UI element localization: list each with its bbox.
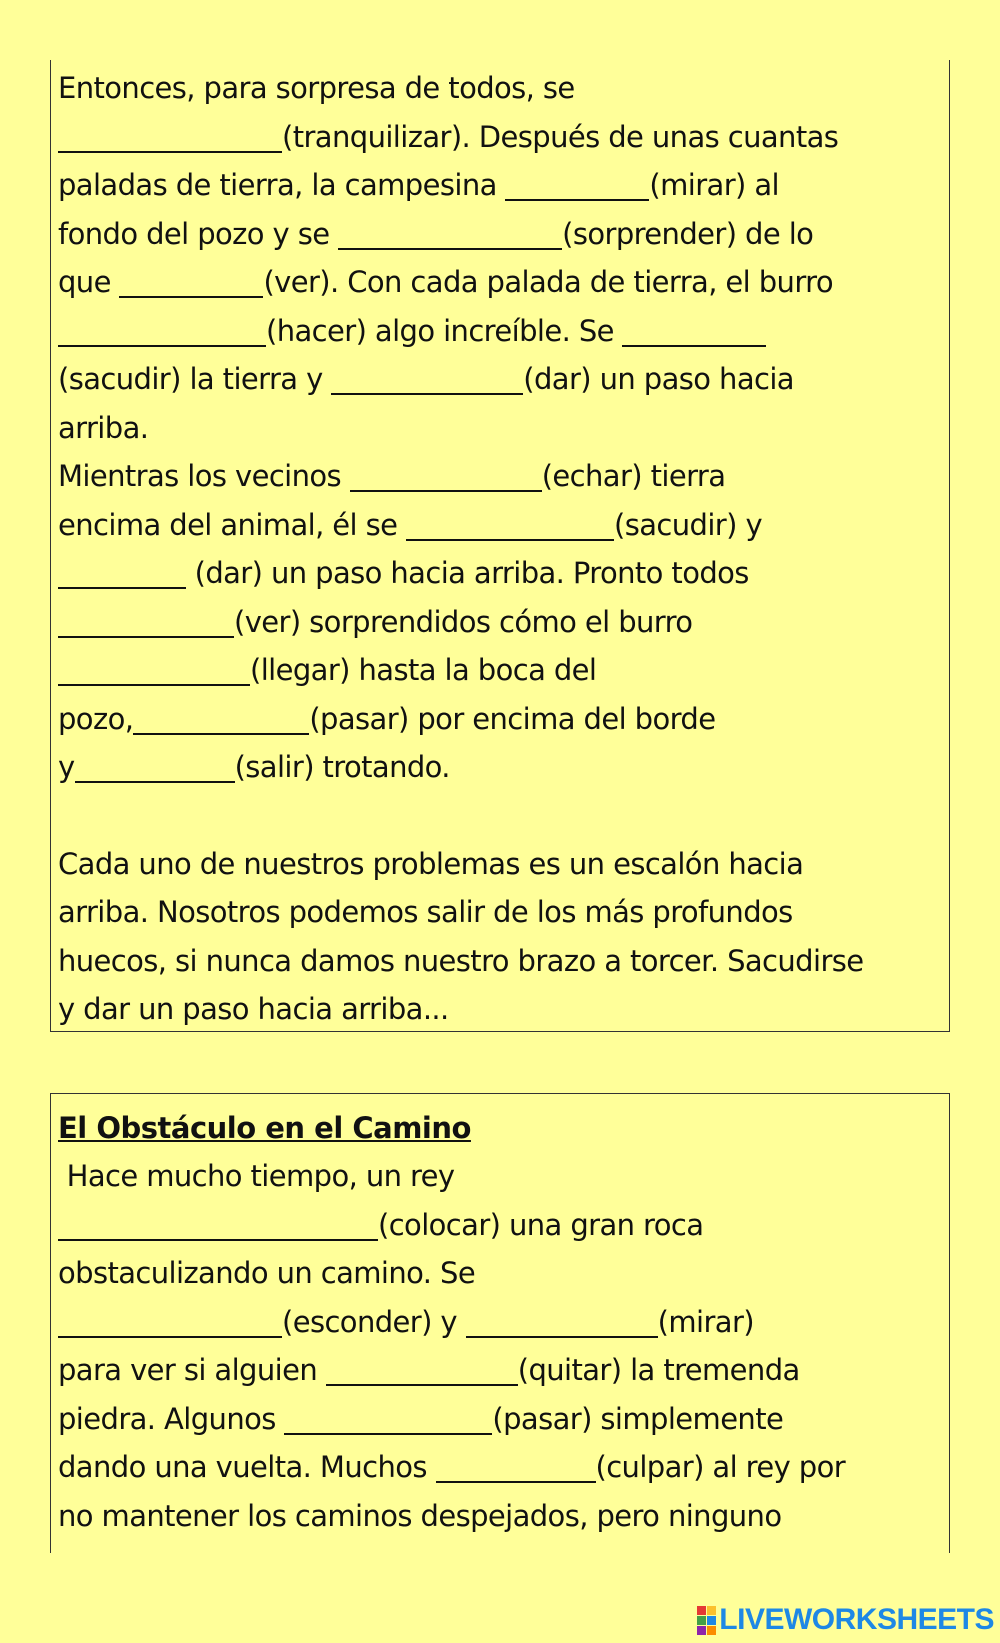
- fill-in-blank[interactable]: [58, 119, 282, 153]
- line-text: pozo,: [58, 701, 134, 736]
- fill-in-blank[interactable]: [58, 604, 234, 638]
- line-text: arriba. Nosotros podemos salir de los más profundos: [58, 895, 793, 929]
- text-line: [58, 1152, 942, 1201]
- text-line: [58, 1492, 942, 1541]
- fill-in-blank[interactable]: [284, 1401, 492, 1435]
- line-text: (ver). Con cada palada de tierra, el burro: [263, 265, 833, 299]
- line-text: para ver si alguien: [58, 1353, 326, 1387]
- text-line: [58, 937, 942, 986]
- text-line: [58, 1201, 942, 1250]
- line-text: arriba.: [58, 410, 149, 445]
- line-text: (sacudir) y: [614, 507, 763, 542]
- logo-cube: [697, 1626, 706, 1635]
- text-line: [58, 743, 942, 792]
- second-story-box: [50, 1093, 950, 1553]
- fill-in-blank[interactable]: [119, 264, 263, 298]
- line-text: (quitar) la tremenda: [517, 1353, 800, 1387]
- text-line: [58, 1249, 942, 1298]
- text-line: [58, 355, 942, 404]
- fill-in-blank[interactable]: [338, 216, 562, 250]
- line-text: (salir) trotando.: [234, 750, 450, 784]
- text-line: [58, 1346, 942, 1395]
- line-text: dando una vuelta. Muchos: [58, 1450, 436, 1484]
- fill-in-blank[interactable]: [326, 1352, 518, 1386]
- text-line: [58, 549, 942, 598]
- line-text: (dar) un paso hacia: [523, 362, 794, 396]
- line-text: obstaculizando un camino. Se: [58, 1256, 476, 1290]
- fill-in-blank[interactable]: [406, 507, 614, 541]
- liveworksheets-logo: [697, 1605, 994, 1635]
- line-text: (ver) sorprendidos cómo el burro: [234, 604, 693, 639]
- fill-in-blank[interactable]: [58, 313, 266, 347]
- line-text: Entonces, para sorpresa de todos, se: [58, 71, 575, 105]
- line-text: Cada uno de nuestros problemas es un escalón hacia: [58, 846, 804, 881]
- text-line: [58, 64, 942, 113]
- fill-in-blank[interactable]: [133, 701, 309, 735]
- paragraph-gap: [58, 792, 942, 840]
- line-text: Mientras los vecinos: [58, 459, 350, 493]
- line-text: fondo del pozo y se: [58, 216, 339, 251]
- line-text: encima del animal, él se: [58, 507, 406, 542]
- line-text: paladas de tierra, la campesina: [58, 168, 506, 202]
- line-text: no mantener los caminos despejados, pero ninguno: [58, 1498, 782, 1533]
- text-line: [58, 501, 942, 550]
- fill-in-blank[interactable]: [58, 1207, 378, 1241]
- story-passage-box: [50, 60, 950, 1032]
- line-text: (pasar) por encima del borde: [309, 701, 716, 736]
- fill-in-blank[interactable]: [505, 167, 649, 201]
- line-text: piedra. Algunos: [58, 1401, 285, 1436]
- liveworksheets-cubes-icon: [697, 1606, 716, 1635]
- text-line: [58, 210, 942, 259]
- fill-in-blank[interactable]: [331, 361, 523, 395]
- fill-in-blank[interactable]: [58, 1304, 282, 1338]
- fill-in-blank[interactable]: [350, 458, 542, 492]
- line-text: Hace mucho tiempo, un rey: [58, 1159, 455, 1193]
- text-line: [58, 404, 942, 453]
- line-text: (mirar) al: [649, 168, 780, 202]
- text-line: [58, 1443, 942, 1492]
- line-text: (echar) tierra: [541, 459, 726, 493]
- line-text: (tranquilizar). Después de unas cuantas: [282, 119, 839, 154]
- story-title: El Obstáculo en el Camino: [58, 1111, 471, 1145]
- fill-in-blank[interactable]: [58, 555, 186, 589]
- text-line: [58, 695, 942, 744]
- line-text: (sacudir) la tierra y: [58, 362, 332, 396]
- line-text: (sorprender) de lo: [562, 216, 814, 251]
- line-text: (pasar) simplemente: [492, 1401, 784, 1436]
- logo-cube: [697, 1616, 706, 1625]
- text-line: [58, 888, 942, 937]
- text-line: [58, 307, 942, 356]
- line-text: y: [58, 750, 75, 784]
- fill-in-blank[interactable]: [75, 749, 235, 783]
- line-text: (esconder) y: [282, 1304, 466, 1339]
- line-text: y dar un paso hacia arriba...: [58, 992, 449, 1026]
- text-line: [58, 840, 942, 889]
- fill-in-blank[interactable]: [58, 652, 250, 686]
- logo-cube: [707, 1606, 716, 1615]
- text-line: [58, 452, 942, 501]
- line-text: que: [58, 265, 120, 299]
- logo-cube: [697, 1606, 706, 1615]
- fill-in-blank[interactable]: [622, 313, 766, 347]
- text-line: [58, 161, 942, 210]
- line-text: (culpar) al rey por: [595, 1450, 846, 1484]
- text-line: [58, 258, 942, 307]
- text-line: [58, 598, 942, 647]
- text-line: [58, 1298, 942, 1347]
- text-line: [58, 113, 942, 162]
- line-text: (llegar) hasta la boca del: [250, 653, 597, 687]
- text-line: [58, 985, 942, 1034]
- line-text: (hacer) algo increíble. Se: [266, 313, 623, 348]
- fill-in-blank[interactable]: [436, 1449, 596, 1483]
- line-text: (colocar) una gran roca: [378, 1207, 704, 1242]
- logo-text: LIVEWORKSHEETS: [719, 1603, 994, 1636]
- text-line: [58, 1395, 942, 1444]
- text-line: [58, 646, 942, 695]
- logo-cube: [707, 1616, 716, 1625]
- line-text: (mirar): [657, 1304, 754, 1339]
- line-text: huecos, si nunca damos nuestro brazo a torcer. Sacudirse: [58, 943, 864, 978]
- logo-cube: [707, 1626, 716, 1635]
- line-text: (dar) un paso hacia arriba. Pronto todos: [186, 556, 749, 590]
- fill-in-blank[interactable]: [466, 1304, 658, 1338]
